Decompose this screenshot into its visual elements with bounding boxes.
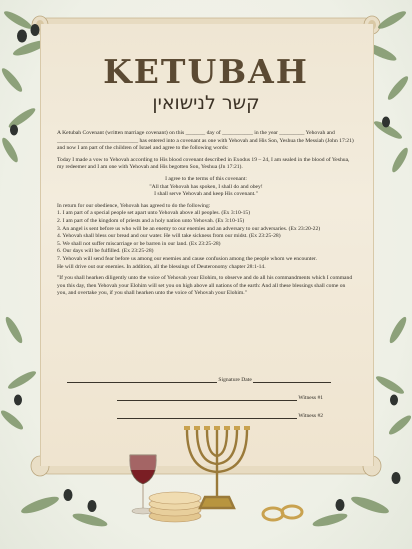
agreement-line: I shall serve Yehovah and keep His covenant.": [154, 191, 258, 198]
list-item: 1. I am part of a special people set apart unto Yehovah above all peoples. (Ex 3:10-15): [57, 210, 251, 217]
hebrew-subtitle: קשר לנישואין: [152, 92, 260, 114]
witness1-label: Witness #1: [298, 395, 324, 401]
agreement-line: I agree to the terms of this covenant:: [165, 175, 247, 182]
list-item: 4. Yehovah shall bless our bread and our water. He will take sickness from our midst. (Ex 23:25-28): [57, 233, 281, 240]
agreement-line: "All that Yehovah has spoken, I shall do and obey!: [149, 183, 263, 190]
signature-label: Signature Date: [218, 377, 252, 383]
list-item: 5. We shall not suffer miscarriage or be barren in our land. (Ex 23:25-28): [57, 240, 221, 247]
vow-paragraph: Today I made a vow to Yehovah according to His blood covenant described in Exodus 19 – 24, I am sealed in the blood of Yeshua, my redeemer and I am one with Yehovah and His begotten Son, Yeshua (Jn 17:21).: [57, 156, 350, 171]
scripture-quote: "If you shall hearken diligently unto the voice of Yehovah your Elohim, to observe and do all his commandments which I command you this day, then Yehovah your Elohim will set you on high above all nations of the earth: And all these blessings shall come on you, and overtake you, if you shall hearken unto the voice of Yehovah your Elohim.": [57, 275, 353, 297]
page-title: KETUBAH: [103, 52, 309, 91]
list-item: He will drive out our enemies. In addition, all the blessings of Deuteronomy chapter 28:1-14.: [57, 263, 266, 270]
witness2-label: Witness #2: [298, 413, 324, 419]
list-item: 7. Yehovah will send fear before us among our enemies and cause confusion among the people whom we encounter.: [57, 255, 317, 262]
list-item: 6. Our days will be fulfilled. (Ex 23:25-28): [57, 248, 154, 255]
matzah-icon: [149, 492, 201, 522]
list-item: 3. An angel is sent before us who will be an enemy to our enemies and an adversary to our adversaries. (Ex 23:20-22): [57, 225, 321, 232]
wedding-rings-icon: [263, 506, 302, 520]
list-item: 2. I am part of the kingdom of priests and a holy nation unto Yehovah. (Ex 3:10-15): [57, 217, 245, 224]
obedience-intro: In return for our obedience, Yehovah has agreed to do the following:: [57, 202, 211, 209]
intro-paragraph: A Ketubah Covenant (written marriage covenant) on this _______ day of ___________ in the year _________ Yehovah and _____________________________ has entered into a covenant as one with Yehovah and His Son, Yeshua the Messiah (John 17:21) and now I am part of the children of Israel and agree to the following words:: [57, 130, 354, 152]
